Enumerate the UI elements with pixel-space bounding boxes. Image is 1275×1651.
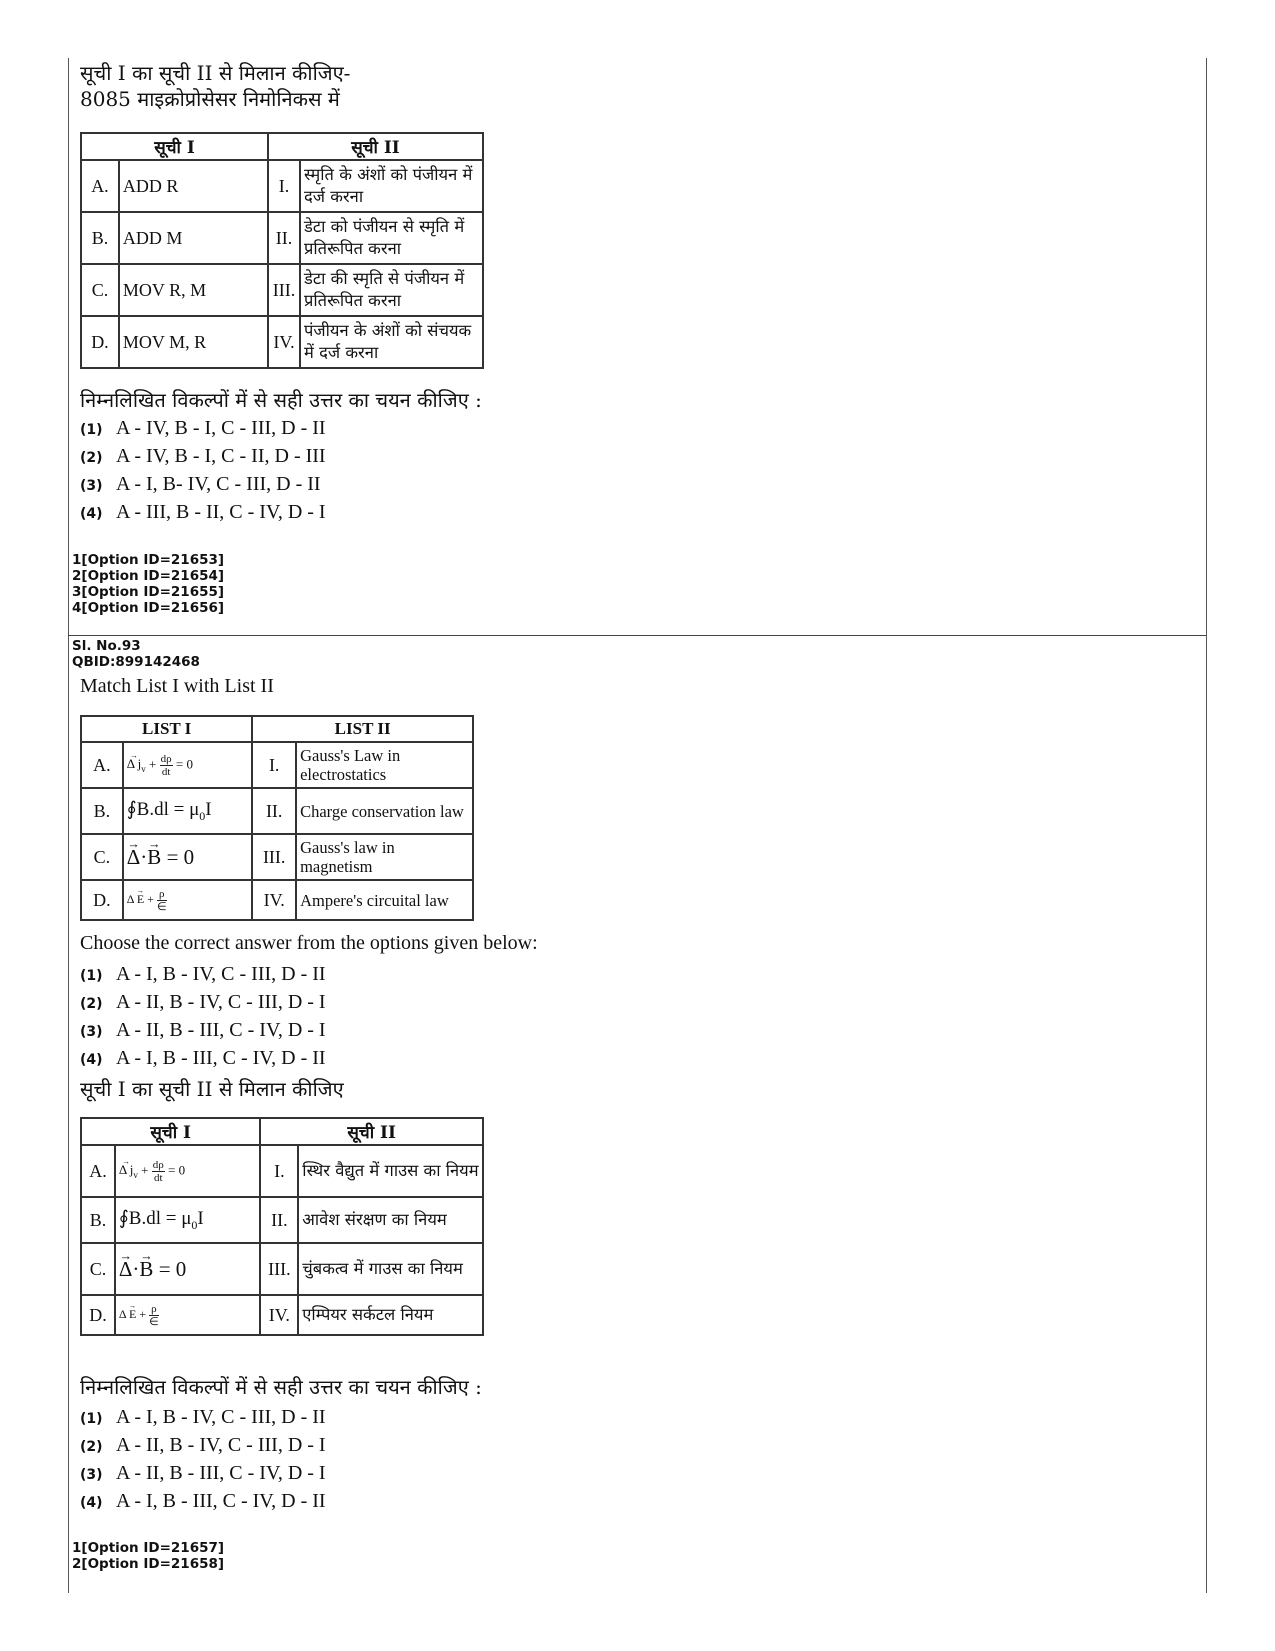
row-label: C. xyxy=(81,1243,115,1295)
row-label: A. xyxy=(81,742,123,788)
formula-fraction xyxy=(152,1159,165,1184)
q93-choose-text-en: Choose the correct answer from the options given below: xyxy=(80,932,538,954)
formula-gauss-electrostatics xyxy=(123,880,253,920)
table-row xyxy=(81,1145,483,1197)
q93-intro-en: Match List I with List II xyxy=(80,675,274,697)
row-desc: स्थिर वैद्युत में गाउस का नियम xyxy=(298,1145,483,1197)
option-number: (3) xyxy=(80,478,103,494)
table-row xyxy=(81,1295,483,1335)
option-text: A - II, B - III, C - IV, D - I xyxy=(116,1462,326,1484)
option-text: A - I, B - III, C - IV, D - II xyxy=(116,1490,326,1512)
formula-part: ρ xyxy=(157,888,167,901)
formula-part: dρ xyxy=(152,1158,164,1171)
row-roman: IV. xyxy=(260,1295,298,1335)
formula-part: v xyxy=(133,1169,138,1180)
formula-part: ∮B.dl = μ xyxy=(118,1208,192,1230)
formula-part: ∮B.dl = μ xyxy=(126,799,200,821)
row-roman: III. xyxy=(252,834,296,880)
formula-part: dt xyxy=(161,765,171,778)
option-number: (1) xyxy=(80,968,103,984)
option-text: A - II, B - IV, C - III, D - I xyxy=(116,991,326,1013)
row-label: D. xyxy=(81,880,123,920)
table-header-list1: सूची I xyxy=(81,1118,260,1145)
row-roman: II. xyxy=(260,1197,298,1243)
formula-part: ∈ xyxy=(149,1315,159,1328)
row-desc: चुंबकत्व में गाउस का नियम xyxy=(298,1243,483,1295)
formula-part: = 0 xyxy=(158,1256,187,1281)
row-item: ADD R xyxy=(119,160,268,212)
q93-en-option-1[interactable] xyxy=(80,963,326,991)
formula-part: → Δ E + xyxy=(119,1307,146,1322)
option-number: (1) xyxy=(80,422,103,438)
formula-part: = 0 xyxy=(166,844,195,869)
row-roman: II. xyxy=(252,788,296,834)
row-roman: I. xyxy=(268,160,300,212)
q93-option-ids xyxy=(72,1540,224,1572)
formula-part: 0 xyxy=(191,1217,198,1232)
formula-fraction xyxy=(160,753,173,778)
q92-match-table xyxy=(80,132,484,369)
option-text: A - IV, B - I, C - III, D - II xyxy=(116,417,326,439)
row-desc: एम्पियर सर्कटल नियम xyxy=(298,1295,483,1335)
row-desc: Charge conservation law xyxy=(296,788,473,834)
question-divider xyxy=(68,635,1206,636)
option-number: (4) xyxy=(80,1495,103,1511)
formula-part: 0 xyxy=(199,808,206,823)
row-roman: III. xyxy=(260,1243,298,1295)
row-item: MOV R, M xyxy=(119,264,268,316)
option-text: A - I, B - III, C - IV, D - II xyxy=(116,1047,326,1069)
formula-part: → B xyxy=(147,845,161,870)
row-desc: डेटा की स्मृति से पंजीयन में प्रतिरूपित करना xyxy=(300,264,483,316)
option-id: 2[Option ID=21658] xyxy=(72,1556,225,1572)
formula-fraction xyxy=(157,888,167,913)
row-desc: Ampere's circuital law xyxy=(296,880,473,920)
table-header-list1: LIST I xyxy=(81,716,252,742)
formula-part: I xyxy=(197,1208,204,1230)
q92-option-3[interactable] xyxy=(80,473,321,501)
formula-gauss-magnetism xyxy=(123,834,253,880)
q93-choose-text-hi: निम्नलिखित विकल्पों में से सही उत्तर का चयन कीजिए : xyxy=(80,1375,482,1399)
row-label: C. xyxy=(81,264,119,316)
q92-choose-text: निम्नलिखित विकल्पों में से सही उत्तर का चयन कीजिए : xyxy=(80,388,482,412)
row-item: ADD M xyxy=(119,212,268,264)
option-id: 1[Option ID=21653] xyxy=(72,552,225,568)
table-header-list2: सूची II xyxy=(260,1118,483,1145)
option-id: 1[Option ID=21657] xyxy=(72,1540,225,1556)
option-number: (3) xyxy=(80,1467,103,1483)
option-number: (1) xyxy=(80,1411,103,1427)
q93-match-table-hi xyxy=(80,1117,484,1336)
formula-part: → Δ xyxy=(127,845,141,870)
option-text: A - III, B - II, C - IV, D - I xyxy=(116,501,326,523)
table-row xyxy=(81,880,473,920)
row-label: B. xyxy=(81,212,119,264)
option-id: 2[Option ID=21654] xyxy=(72,568,225,584)
formula-part: → Δ j xyxy=(127,756,142,772)
formula-gauss-magnetism xyxy=(115,1243,260,1295)
formula-ampere xyxy=(123,788,253,834)
q92-intro-line1: सूची I का सूची II से मिलान कीजिए- xyxy=(80,61,351,85)
q93-hi-option-2[interactable] xyxy=(80,1434,326,1462)
row-label: D. xyxy=(81,1295,115,1335)
formula-part: = 0 xyxy=(175,755,193,771)
formula-part: + xyxy=(149,755,157,771)
option-text: A - I, B - IV, C - III, D - II xyxy=(116,963,326,985)
q93-hi-option-4[interactable] xyxy=(80,1490,326,1518)
formula-part: · xyxy=(132,1256,140,1281)
row-label: B. xyxy=(81,788,123,834)
row-desc: डेटा को पंजीयन से स्मृति में प्रतिरूपित करना xyxy=(300,212,483,264)
table-row xyxy=(81,834,473,880)
formula-part: ρ xyxy=(149,1303,159,1316)
qbid: QBID:899142468 xyxy=(72,654,200,670)
table-row xyxy=(81,742,473,788)
option-text: A - II, B - IV, C - III, D - I xyxy=(116,1434,326,1456)
q92-option-ids xyxy=(72,552,224,616)
q93-header xyxy=(72,638,200,670)
formula-gauss-electrostatics xyxy=(115,1295,260,1335)
row-roman: I. xyxy=(260,1145,298,1197)
row-label: A. xyxy=(81,160,119,212)
row-desc: पंजीयन के अंशों को संचयक में दर्ज करना xyxy=(300,316,483,368)
q92-intro-line2: 8085 माइक्रोप्रोसेसर निमोनिकस में xyxy=(80,87,340,111)
option-id: 3[Option ID=21655] xyxy=(72,584,225,600)
table-row xyxy=(81,1197,483,1243)
formula-part: → B xyxy=(139,1257,153,1282)
formula-continuity xyxy=(115,1145,260,1197)
row-label: D. xyxy=(81,316,119,368)
table-row xyxy=(81,160,483,212)
option-number: (2) xyxy=(80,450,103,466)
table-header-list1: सूची I xyxy=(81,133,268,160)
row-label: C. xyxy=(81,834,123,880)
formula-part: dt xyxy=(153,1171,163,1184)
q93-hi-option-1[interactable] xyxy=(80,1406,326,1434)
table-row xyxy=(81,212,483,264)
row-label: A. xyxy=(81,1145,115,1197)
q92-option-2[interactable] xyxy=(80,445,326,473)
serial-number: Sl. No.93 xyxy=(72,638,141,654)
q92-option-1[interactable] xyxy=(80,417,326,445)
q92-option-4[interactable] xyxy=(80,501,326,529)
row-roman: IV. xyxy=(268,316,300,368)
q93-en-option-2[interactable] xyxy=(80,991,326,1019)
option-text: A - IV, B - I, C - II, D - III xyxy=(116,445,326,467)
row-roman: IV. xyxy=(252,880,296,920)
formula-part: · xyxy=(140,844,148,869)
q93-hi-option-3[interactable] xyxy=(80,1462,326,1490)
option-number: (2) xyxy=(80,996,103,1012)
formula-ampere xyxy=(115,1197,260,1243)
formula-part: ∈ xyxy=(156,900,167,913)
option-number: (3) xyxy=(80,1024,103,1040)
option-number: (4) xyxy=(80,506,103,522)
formula-part: → Δ E + xyxy=(127,892,154,907)
option-id: 4[Option ID=21656] xyxy=(72,600,225,616)
formula-part: → Δ j xyxy=(119,1162,134,1178)
row-desc: Gauss's Law in electrostatics xyxy=(296,742,473,788)
row-item: MOV M, R xyxy=(119,316,268,368)
formula-part: → Δ xyxy=(119,1257,133,1282)
q93-en-option-4[interactable] xyxy=(80,1047,326,1075)
row-roman: I. xyxy=(252,742,296,788)
option-text: A - II, B - III, C - IV, D - I xyxy=(116,1019,326,1041)
formula-fraction xyxy=(149,1303,159,1328)
row-desc: Gauss's law in magnetism xyxy=(296,834,473,880)
formula-part: dρ xyxy=(160,752,172,765)
table-row xyxy=(81,264,483,316)
formula-part: I xyxy=(205,799,212,821)
option-number: (2) xyxy=(80,1439,103,1455)
formula-part: = 0 xyxy=(168,1161,186,1177)
row-label: B. xyxy=(81,1197,115,1243)
row-desc: स्मृति के अंशों को पंजीयन में दर्ज करना xyxy=(300,160,483,212)
table-row xyxy=(81,1243,483,1295)
q93-en-option-3[interactable] xyxy=(80,1019,326,1047)
row-roman: III. xyxy=(268,264,300,316)
option-number: (4) xyxy=(80,1052,103,1068)
formula-part: v xyxy=(141,763,146,774)
q93-intro-hi: सूची I का सूची II से मिलान कीजिए xyxy=(80,1077,344,1101)
option-text: A - I, B - IV, C - III, D - II xyxy=(116,1406,326,1428)
table-header-list2: सूची II xyxy=(268,133,483,160)
row-desc: आवेश संरक्षण का नियम xyxy=(298,1197,483,1243)
row-roman: II. xyxy=(268,212,300,264)
formula-continuity xyxy=(123,742,253,788)
table-row xyxy=(81,788,473,834)
option-text: A - I, B- IV, C - III, D - II xyxy=(116,473,321,495)
formula-part: + xyxy=(141,1161,149,1177)
table-header-list2: LIST II xyxy=(252,716,473,742)
q93-match-table-en xyxy=(80,715,474,921)
table-row xyxy=(81,316,483,368)
